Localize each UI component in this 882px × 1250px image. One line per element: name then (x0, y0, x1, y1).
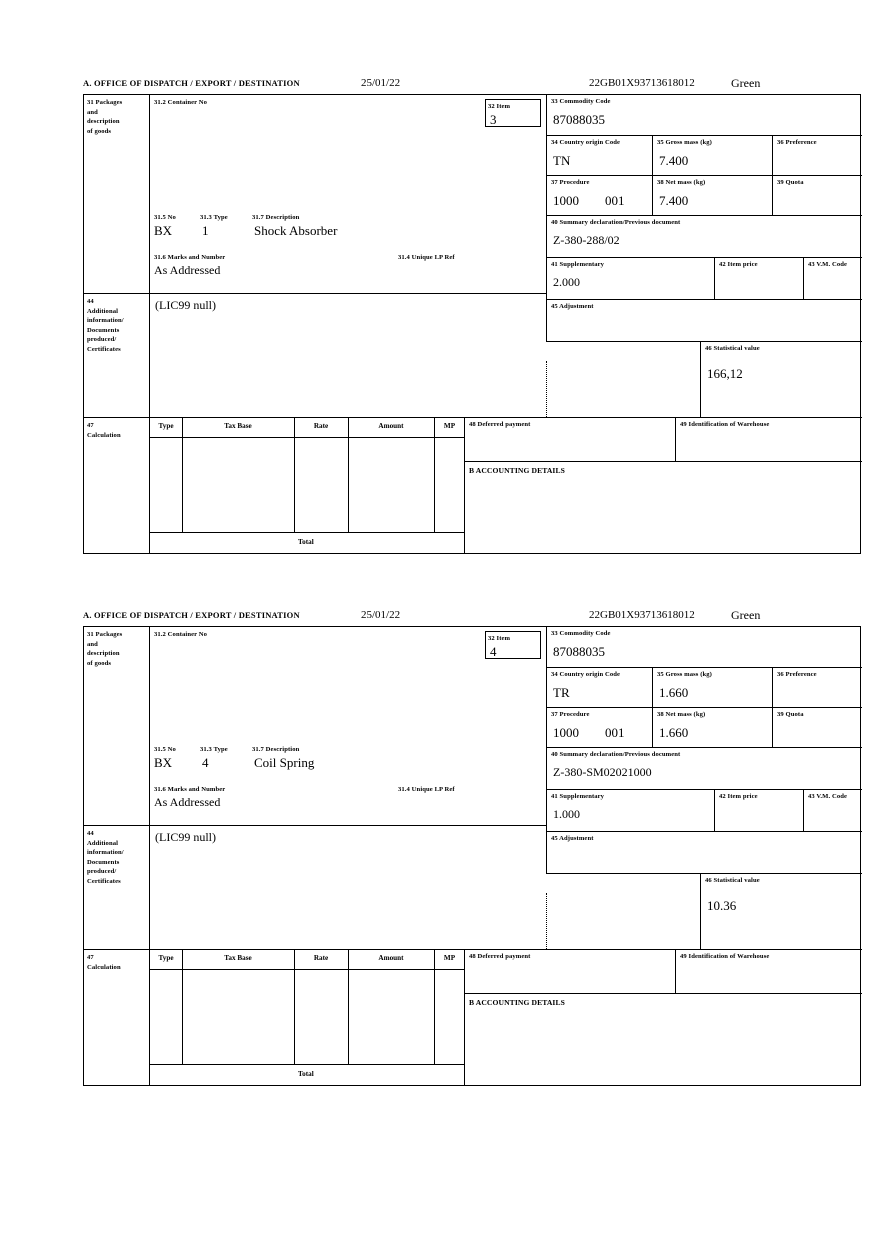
calc-divider-3-b (348, 950, 349, 1064)
adjustment-value-2 (547, 844, 862, 849)
box-49-label-2: 49 Identification of Warehouse (680, 953, 770, 960)
box-31-line-2-b: and (87, 640, 98, 648)
box-33-commodity-code (546, 95, 862, 135)
box-38-net-mass (652, 175, 772, 215)
box-43-vm-code-2 (803, 789, 862, 831)
statistical-value-2: 10.36 (707, 897, 737, 913)
calc-divider-2 (294, 418, 295, 532)
packages-no-value-2: BX (154, 755, 173, 770)
box-40-previous-document-2 (546, 747, 862, 789)
calculation-total-label: Total (298, 538, 314, 546)
marks-and-number-value-2: As Addressed (154, 795, 221, 809)
calculation-total-row-2 (150, 1064, 465, 1087)
box-38-label: 38 Net mass (kg) (657, 179, 706, 186)
box-47-label-2 (84, 949, 149, 1085)
calculation-total-label-2: Total (298, 1070, 314, 1078)
box-44-line-5-b: produced/ (87, 868, 117, 875)
calculation-table-2 (149, 949, 465, 1086)
calculation-header-row-2 (150, 950, 465, 970)
item-number-value: 3 (490, 111, 497, 127)
box-34-country-origin (546, 135, 652, 175)
box-41-supplementary (546, 257, 714, 299)
calc-col-amount-2: Amount (378, 954, 404, 962)
item-number-value-2: 4 (490, 643, 497, 659)
calc-divider-4 (434, 418, 435, 532)
box-31-line-2: and (87, 108, 98, 116)
box-39-quota-2 (772, 707, 862, 747)
calc-col-type: Type (158, 422, 174, 430)
country-origin-value-2: TR (553, 684, 570, 700)
box-41-label: 41 Supplementary (551, 261, 605, 268)
quota-value-2 (773, 720, 862, 725)
box-45-46-dotted-separator (546, 361, 547, 417)
box-45-adjustment (546, 299, 862, 341)
box-37-procedure (546, 175, 652, 215)
calc-divider-1-b (182, 950, 183, 1064)
box-44-content (149, 293, 546, 417)
statistical-value: 166,12 (707, 365, 743, 381)
box-33-label: 33 Commodity Code (551, 98, 611, 105)
box-39-label-2: 39 Quota (777, 711, 804, 718)
box-37-procedure-2 (546, 707, 652, 747)
box-47-line-2-b: Calculation (87, 963, 121, 971)
box-35-label-2: 35 Gross mass (kg) (657, 671, 712, 678)
box-32-label-2: 32 Item (488, 635, 511, 642)
box-31-7-label: 31.7 Description (252, 214, 300, 221)
box-44-line-2-b: Additional (87, 839, 119, 847)
box-49-warehouse-2 (675, 949, 862, 993)
calc-col-mp: MP (443, 422, 456, 430)
box-35-gross-mass (652, 135, 772, 175)
declaration-frame-2 (83, 626, 861, 1086)
box-44-line-3-b: information/ (87, 849, 124, 856)
item-price-value (715, 270, 803, 275)
box-32-label: 32 Item (488, 103, 511, 110)
supplementary-value: 2.000 (553, 274, 580, 289)
box-31-7-label-2: 31.7 Description (252, 746, 300, 753)
quota-value (773, 188, 862, 193)
box-44-line-1-b: 44 (87, 830, 94, 837)
packages-type-value-2: 4 (202, 755, 209, 770)
box-41-supplementary-2 (546, 789, 714, 831)
commodity-code-value: 87088035 (553, 111, 605, 127)
deferred-payment-value-2 (465, 962, 675, 964)
box-44-label-2 (84, 825, 149, 949)
marks-and-number-value: As Addressed (154, 263, 221, 277)
box-31-line-1-b: 31 Packages (87, 631, 123, 638)
box-31-line-1: 31 Packages (87, 99, 123, 106)
box-44-line-1: 44 (87, 298, 94, 305)
box-44-line-6: Certificates (87, 345, 121, 353)
box-48-label-2: 48 Deferred payment (469, 953, 531, 960)
box-31-label-2 (84, 627, 149, 825)
procedure-value-2: 1000 001 (553, 724, 625, 740)
box-31-4-label: 31.4 Unique I.P Ref (398, 254, 455, 261)
box-31-3-label-2: 31.3 Type (200, 746, 228, 753)
box-44-line-2: Additional (87, 307, 119, 315)
box-44-line-4: Documents (87, 326, 120, 334)
calculation-total-row (150, 532, 465, 555)
box-44-content-2 (149, 825, 546, 949)
declaration-date-2: 25/01/22 (361, 609, 401, 621)
calc-divider-4-b (434, 950, 435, 1064)
calc-col-rate-2: Rate (313, 954, 329, 962)
box-31-5-label-2: 31.5 No (154, 746, 176, 753)
box-42-item-price-2 (714, 789, 803, 831)
box-b-accounting-details (464, 461, 862, 553)
packages-description-value: Shock Absorber (254, 223, 338, 238)
previous-document-value-2: Z-380-SM02021000 (553, 764, 652, 779)
box-31-line-4-b: of goods (87, 659, 112, 667)
box-b-label: B ACCOUNTING DETAILS (469, 466, 565, 475)
box-34-label-2: 34 Country origin Code (551, 671, 621, 678)
gross-mass-value: 7.400 (659, 152, 689, 168)
calculation-header-row (150, 418, 465, 438)
box-40-label-2: 40 Summary declaration/Previous document (551, 751, 681, 758)
box-45-46-dotted-separator-2 (546, 893, 547, 949)
box-36-label-2: 36 Preference (777, 671, 817, 678)
box-46-label-2: 46 Statistical value (705, 877, 760, 884)
box-45-label-2: 45 Adjustment (551, 835, 594, 842)
box-42-label-2: 42 Item price (719, 793, 758, 800)
declaration-sheet-2 (83, 610, 863, 1086)
lane-status: Green (731, 76, 761, 90)
box-37-label: 37 Procedure (551, 179, 590, 186)
warehouse-id-value (676, 430, 862, 432)
box-31-label (84, 95, 149, 293)
packages-no-value: BX (154, 223, 173, 238)
box-34-label: 34 Country origin Code (551, 139, 621, 146)
box-35-gross-mass-2 (652, 667, 772, 707)
supplementary-value-2: 1.000 (553, 806, 580, 821)
declaration-date: 25/01/22 (361, 77, 401, 89)
box-31-2-label-2: 31.2 Container No (154, 631, 208, 638)
box-47-label (84, 417, 149, 553)
box-46-label: 46 Statistical value (705, 345, 760, 352)
calculation-table (149, 417, 465, 554)
calc-col-mp-2: MP (443, 954, 456, 962)
previous-document-value: Z-380-288/02 (553, 232, 620, 247)
box-44-line-3: information/ (87, 317, 124, 324)
box-42-label: 42 Item price (719, 261, 758, 268)
gross-mass-value-2: 1.660 (659, 684, 689, 700)
calc-col-tax-base-2: Tax Base (224, 954, 252, 962)
box-40-label: 40 Summary declaration/Previous document (551, 219, 681, 226)
box-46-statistical-value (700, 341, 862, 417)
sheet-header (83, 78, 863, 94)
net-mass-value-2: 1.660 (659, 724, 689, 740)
box-33-label-2: 33 Commodity Code (551, 630, 611, 637)
mrn-number: 22GB01X93713618012 (589, 77, 695, 89)
adjustment-value (547, 312, 862, 317)
commodity-code-value-2: 87088035 (553, 643, 605, 659)
box-48-deferred-payment-2 (464, 949, 675, 993)
warehouse-id-value-2 (676, 962, 862, 964)
box-38-net-mass-2 (652, 707, 772, 747)
box-32-item (485, 99, 541, 127)
additional-information-value-2: (LIC99 null) (155, 830, 216, 844)
box-34-country-origin-2 (546, 667, 652, 707)
box-31-line-3-b: description (87, 650, 120, 657)
calc-col-amount: Amount (378, 422, 404, 430)
box-37-label-2: 37 Procedure (551, 711, 590, 718)
box-46-statistical-value-2 (700, 873, 862, 949)
preference-value-2 (773, 680, 862, 685)
box-48-deferred-payment (464, 417, 675, 461)
box-43-label-2: 43 V.M. Code (808, 793, 848, 800)
box-31-6-label-2: 31.6 Marks and Number (154, 786, 226, 793)
calc-col-tax-base: Tax Base (224, 422, 252, 430)
box-45-label: 45 Adjustment (551, 303, 594, 310)
box-45-adjustment-2 (546, 831, 862, 873)
box-44-line-5: produced/ (87, 336, 117, 343)
declaration-frame (83, 94, 861, 554)
box-44-label (84, 293, 149, 417)
box-31-6-label: 31.6 Marks and Number (154, 254, 226, 261)
calc-col-type-2: Type (158, 954, 174, 962)
box-33-commodity-code-2 (546, 627, 862, 667)
calc-divider-2-b (294, 950, 295, 1064)
box-49-label: 49 Identification of Warehouse (680, 421, 770, 428)
declaration-sheet-1 (83, 78, 863, 554)
country-origin-value: TN (553, 152, 571, 168)
box-49-warehouse (675, 417, 862, 461)
mrn-number-2: 22GB01X93713618012 (589, 609, 695, 621)
office-of-dispatch-label-2: A. OFFICE OF DISPATCH / EXPORT / DESTINATION (83, 610, 300, 620)
box-31-line-3: description (87, 118, 120, 125)
preference-value (773, 148, 862, 153)
box-36-label: 36 Preference (777, 139, 817, 146)
box-39-label: 39 Quota (777, 179, 804, 186)
procedure-value: 1000 001 (553, 192, 625, 208)
office-of-dispatch-label: A. OFFICE OF DISPATCH / EXPORT / DESTINATION (83, 78, 300, 88)
box-35-label: 35 Gross mass (kg) (657, 139, 712, 146)
box-b-accounting-details-2 (464, 993, 862, 1085)
sheet-header-2 (83, 610, 863, 626)
item-price-value-2 (715, 802, 803, 807)
box-31-4-label-2: 31.4 Unique I.P Ref (398, 786, 455, 793)
packages-type-value: 1 (202, 223, 209, 238)
box-40-previous-document (546, 215, 862, 257)
box-47-line-1-b: 47 (87, 954, 94, 961)
box-31-2-label: 31.2 Container No (154, 99, 208, 106)
deferred-payment-value (465, 430, 675, 432)
box-41-label-2: 41 Supplementary (551, 793, 605, 800)
box-b-label-2: B ACCOUNTING DETAILS (469, 998, 565, 1007)
calc-divider-1 (182, 418, 183, 532)
box-36-preference (772, 135, 862, 175)
box-38-label-2: 38 Net mass (kg) (657, 711, 706, 718)
box-47-line-2: Calculation (87, 431, 121, 439)
box-31-3-label: 31.3 Type (200, 214, 228, 221)
net-mass-value: 7.400 (659, 192, 689, 208)
box-31-line-4: of goods (87, 127, 112, 135)
additional-information-value: (LIC99 null) (155, 298, 216, 312)
lane-status-2: Green (731, 608, 761, 622)
box-48-label: 48 Deferred payment (469, 421, 531, 428)
box-36-preference-2 (772, 667, 862, 707)
box-44-line-6-b: Certificates (87, 877, 121, 885)
box-43-label: 43 V.M. Code (808, 261, 848, 268)
box-32-item-2 (485, 631, 541, 659)
packages-description-value-2: Coil Spring (254, 755, 315, 770)
box-31-5-label: 31.5 No (154, 214, 176, 221)
vm-code-value-2 (804, 802, 862, 807)
calc-col-rate: Rate (313, 422, 329, 430)
box-47-line-1: 47 (87, 422, 94, 429)
box-44-line-4-b: Documents (87, 858, 120, 866)
box-39-quota (772, 175, 862, 215)
box-42-item-price (714, 257, 803, 299)
vm-code-value (804, 270, 862, 275)
calc-divider-3 (348, 418, 349, 532)
box-43-vm-code (803, 257, 862, 299)
